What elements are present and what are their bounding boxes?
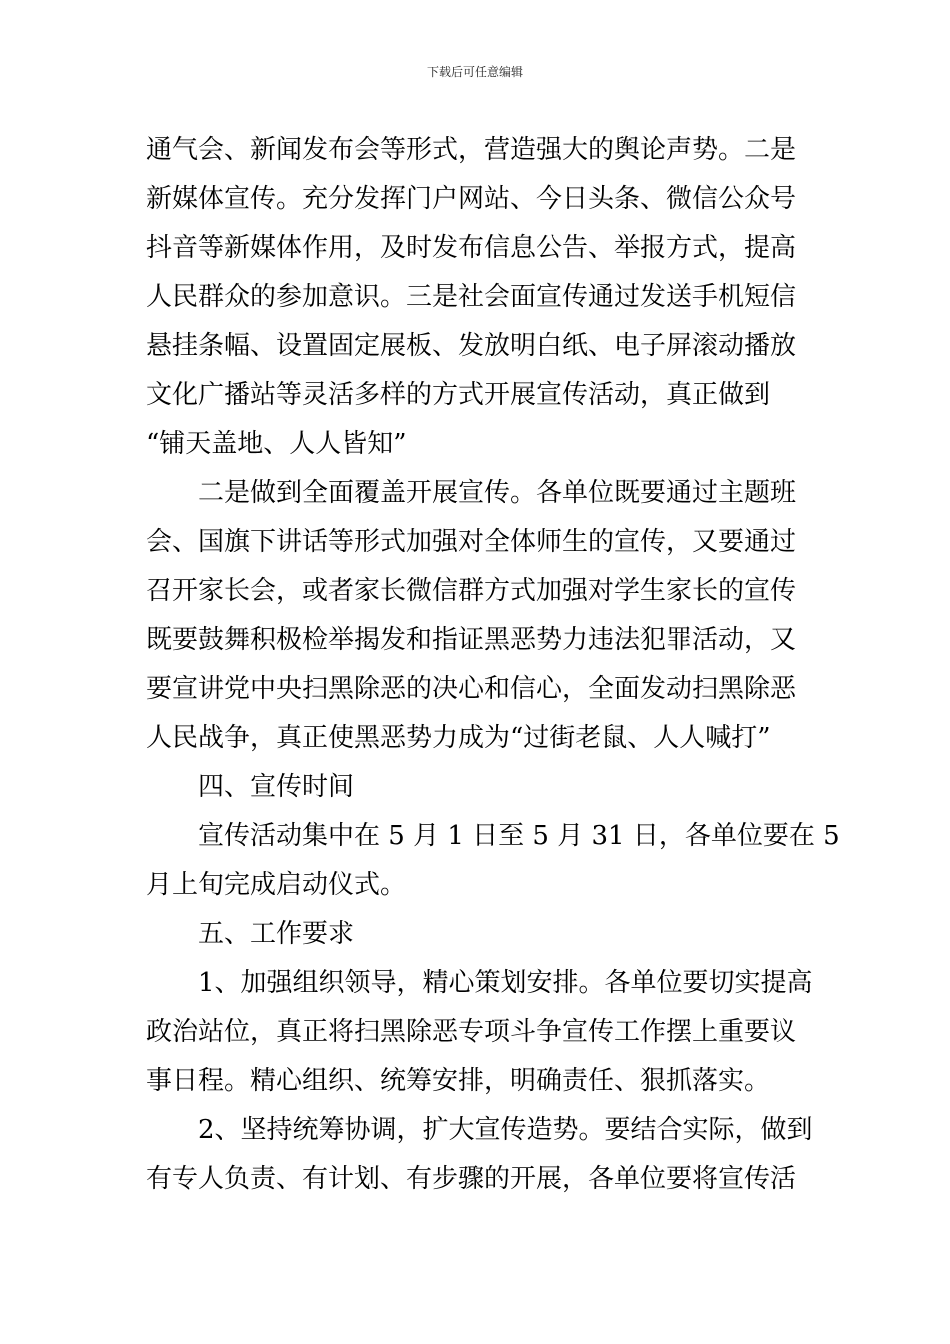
text-line: 通气会、新闻发布会等形式，营造强大的舆论声势。二是: [146, 135, 797, 165]
text-line: “铺天盖地、人人皆知”: [146, 429, 407, 459]
text-line: 政治站位，真正将扫黑除恶专项斗争宣传工作摆上重要议: [146, 1017, 797, 1047]
text-line: 抖音等新媒体作用，及时发布信息公告、举报方式，提高: [146, 233, 797, 263]
paragraph-start-line: 二是做到全面覆盖开展宣传。各单位既要通过主题班: [198, 478, 797, 508]
text-line: 要宣讲党中央扫黑除恶的决心和信心，全面发动扫黑除恶: [146, 674, 797, 704]
text-line: 事日程。精心组织、统筹安排，明确责任、狠抓落实。: [146, 1066, 771, 1096]
section-heading-timing: 四、宣传时间: [198, 772, 355, 802]
text-line: 新媒体宣传。充分发挥门户网站、今日头条、微信公众号: [146, 184, 797, 214]
text-line: 召开家长会，或者家长微信群方式加强对学生家长的宣传: [146, 576, 797, 606]
text-line: 月上旬完成启动仪式。: [146, 870, 407, 900]
text-line: 有专人负责、有计划、有步骤的开展，各单位要将宣传活: [146, 1164, 797, 1194]
page-header-note: 下载后可任意编辑: [426, 65, 523, 79]
document-body: [146, 126, 840, 1204]
section-heading-requirements: 五、工作要求: [198, 919, 355, 949]
paragraph-start-line: 1、加强组织领导，精心策划安排。各单位要切实提高: [198, 968, 813, 998]
text-line: 人民战争，真正使黑恶势力成为“过街老鼠、人人喊打”: [146, 723, 771, 753]
paragraph-start-line: 宣传活动集中在 5 月 1 日至 5 月 31 日，各单位要在 5: [198, 821, 840, 851]
text-line: 悬挂条幅、设置固定展板、发放明白纸、电子屏滚动播放: [146, 331, 797, 361]
text-line: 人民群众的参加意识。三是社会面宣传通过发送手机短信: [146, 282, 797, 312]
text-line: 既要鼓舞积极检举揭发和指证黑恶势力违法犯罪活动，又: [146, 625, 797, 655]
text-line: 文化广播站等灵活多样的方式开展宣传活动，真正做到: [146, 380, 771, 410]
paragraph-start-line: 2、坚持统筹协调，扩大宣传造势。要结合实际，做到: [198, 1115, 813, 1145]
text-line: 会、国旗下讲话等形式加强对全体师生的宣传，又要通过: [146, 527, 797, 557]
